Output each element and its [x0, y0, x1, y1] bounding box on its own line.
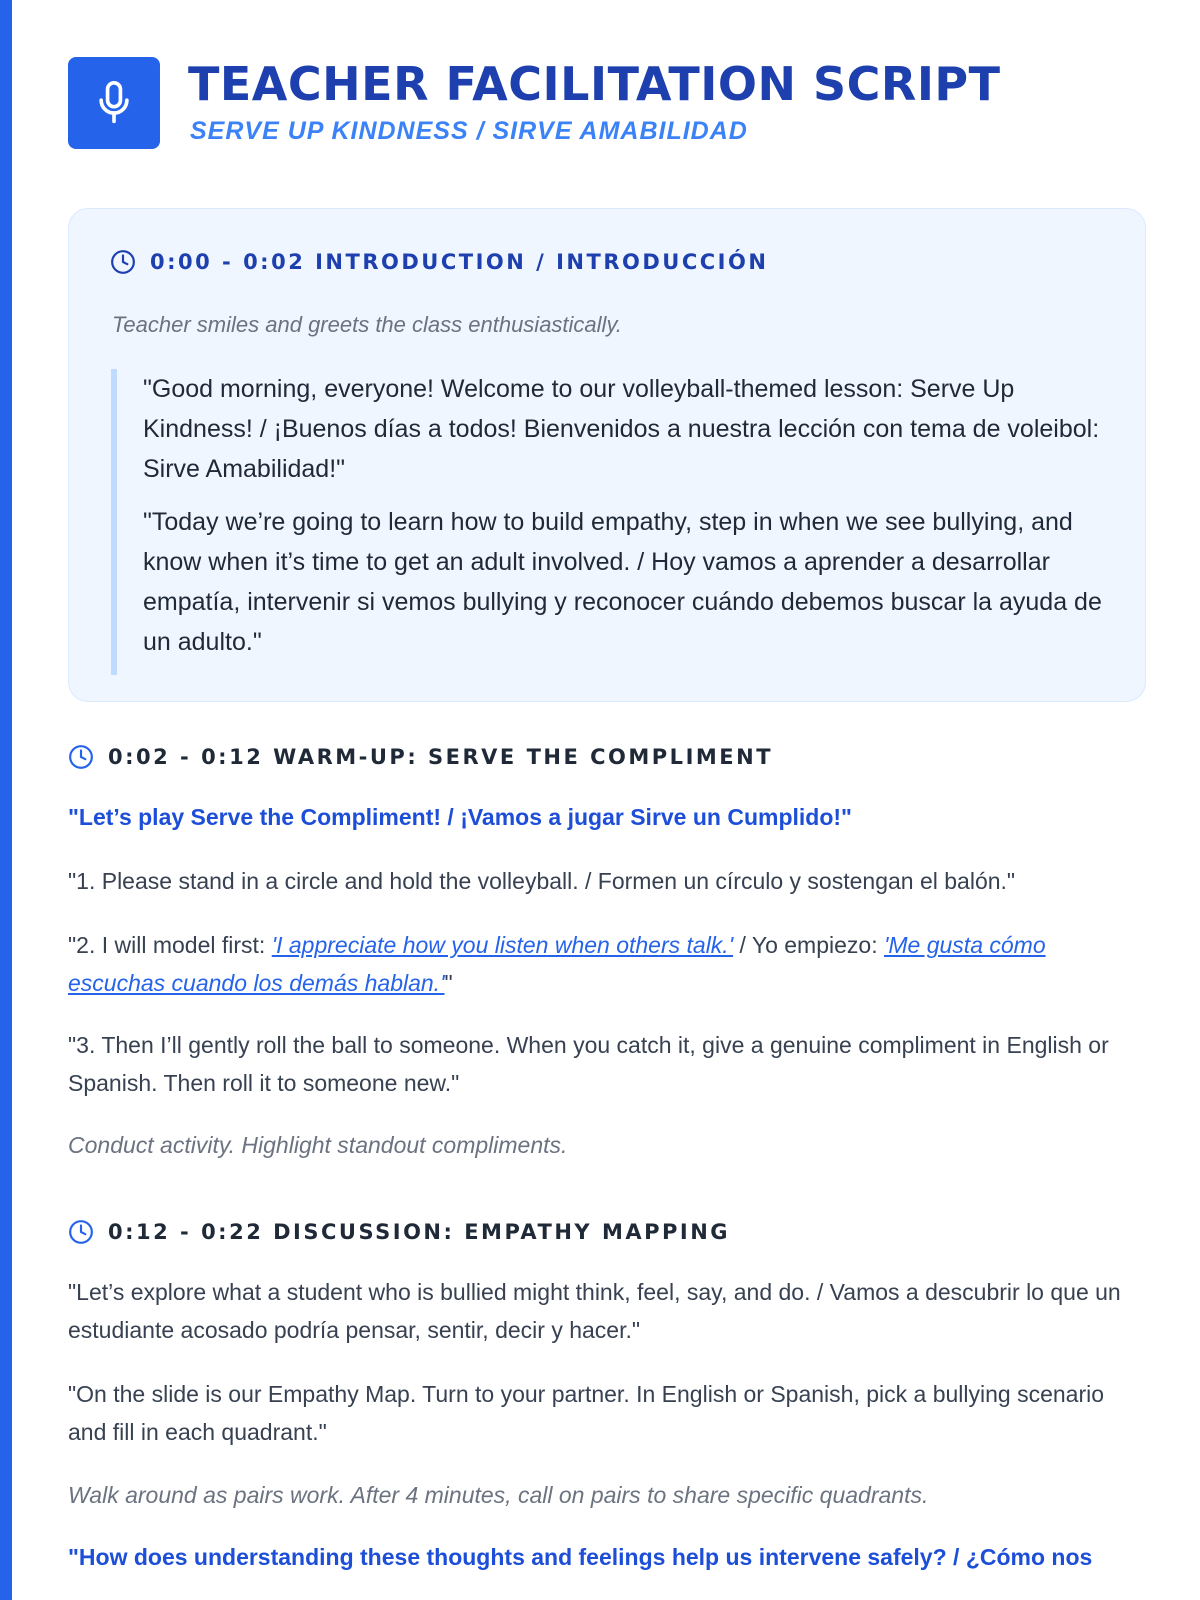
microphone-icon [68, 57, 160, 149]
discussion-heading [68, 1219, 1148, 1245]
discussion-heading-text: 0:12 - 0:22 DISCUSSION: EMPATHY MAPPING [108, 1220, 731, 1244]
warmup-lead: "Let’s play Serve the Compliment! / ¡Vamos a jugar Sirve un Cumplido!" [68, 804, 852, 830]
left-accent-bar [0, 0, 12, 1600]
introduction-quote-1: "Good morning, everyone! Welcome to our volleyball-themed lesson: Serve Up Kindness! / ¡Buenos días a todos! Bienvenidos a nuestra lección con tema de voleibol: Sirve Amabilidad!" [143, 375, 1100, 483]
introduction-quote [111, 369, 1111, 675]
clock-icon [110, 249, 136, 275]
warmup-heading-text: 0:02 - 0:12 WARM-UP: SERVE THE COMPLIMENT [108, 745, 774, 769]
warmup-stage-direction: Conduct activity. Highlight standout compliments. [68, 1132, 568, 1158]
introduction-quote-2: "Today we’re going to learn how to build empathy, step in when we see bullying, and know when it’s time to get an adult involved. / Hoy vamos a aprender a desarrollar empatía, intervenir si vemos bullying y reconocer cuándo debemos buscar la ayuda de un adulto." [143, 508, 1102, 656]
discussion-stage-direction: Walk around as pairs work. After 4 minutes, call on pairs to share specific quadrants. [68, 1482, 929, 1508]
discussion-section [68, 1219, 1148, 1570]
warmup-section [68, 744, 1148, 1158]
warmup-step-2-prefix: "2. I will model first: [68, 932, 272, 958]
warmup-step-2-suffix: " [444, 970, 453, 996]
discussion-question: "How does understanding these thoughts and feelings help us intervene safely? / ¿Cómo nos [68, 1544, 1093, 1570]
warmup-step-1: "1. Please stand in a circle and hold the volleyball. / Formen un círculo y sostengan el balón." [68, 868, 1016, 894]
introduction-card [68, 208, 1146, 702]
warmup-step-2-middle: / Yo empiezo: [733, 932, 884, 958]
example-compliment-spanish-link[interactable]: 'Me gusta cómo escuchas cuando los demás hablan.' [68, 932, 1046, 996]
page-header [68, 57, 1148, 153]
clock-icon [68, 744, 94, 770]
introduction-heading-text: 0:00 - 0:02 INTRODUCTION / INTRODUCCIÓN [150, 250, 769, 274]
clock-icon [68, 1219, 94, 1245]
introduction-stage-direction: Teacher smiles and greets the class enthusiastically. [112, 312, 622, 337]
example-compliment-english-link[interactable]: 'I appreciate how you listen when others talk.' [271, 932, 734, 958]
discussion-paragraph-1: "Let’s explore what a student who is bullied might think, feel, say, and do. / Vamos a descubrir lo que un estudiante acosado podría pensar, sentir, decir y hacer." [68, 1279, 1121, 1343]
warmup-step-2 [68, 926, 1148, 1002]
page-subtitle: SERVE UP KINDNESS / SIRVE AMABILIDAD [190, 117, 748, 145]
discussion-paragraph-2: "On the slide is our Empathy Map. Turn to your partner. In English or Spanish, pick a bullying scenario and fill in each quadrant." [68, 1381, 1105, 1445]
introduction-heading [110, 249, 768, 275]
warmup-heading [68, 744, 1148, 770]
warmup-step-3: "3. Then I’ll gently roll the ball to someone. When you catch it, give a genuine compliment in English or Spanish. Then roll it to someone new." [68, 1032, 1109, 1096]
page-title: TEACHER FACILITATION SCRIPT [188, 57, 1001, 111]
